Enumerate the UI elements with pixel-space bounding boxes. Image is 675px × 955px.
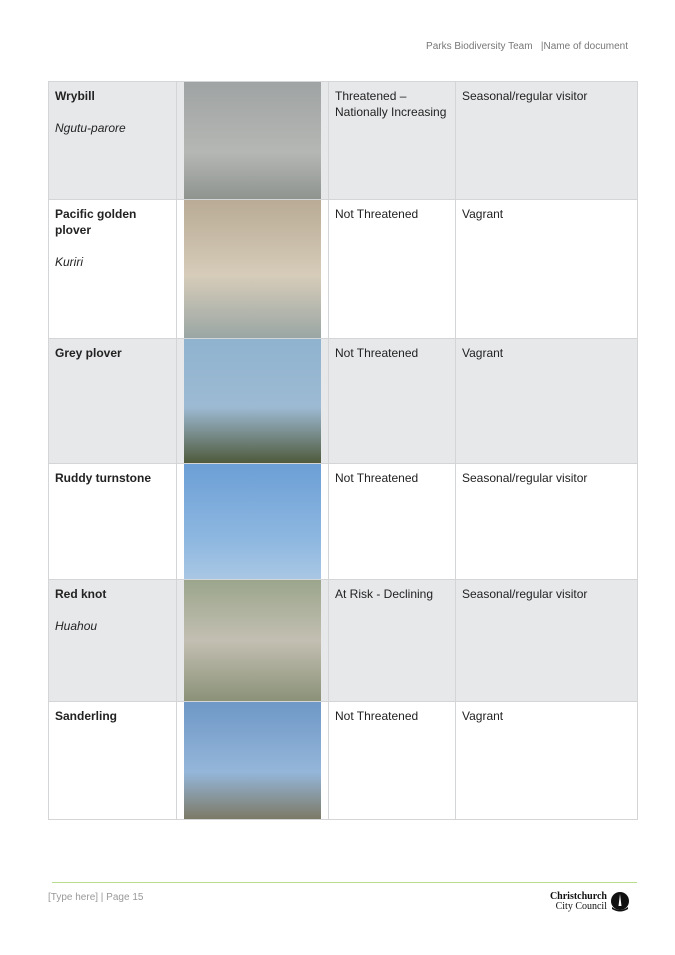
- species-cell: [49, 339, 177, 464]
- status-cell: At Risk - Declining: [329, 580, 456, 702]
- bird-photo: [184, 580, 321, 701]
- bird-photo: [184, 464, 321, 579]
- occurrence-cell: Seasonal/regular visitor: [456, 580, 638, 702]
- photo-cell: [177, 702, 329, 820]
- bird-photo: [184, 82, 321, 199]
- species-name: Wrybill: [55, 89, 95, 103]
- species-name: Ruddy turnstone: [55, 471, 151, 485]
- species-cell: [49, 702, 177, 820]
- status-cell: Not Threatened: [329, 702, 456, 820]
- logo-line1: Christchurch: [549, 891, 607, 902]
- status-cell: Not Threatened: [329, 200, 456, 339]
- occurrence-cell: Seasonal/regular visitor: [456, 464, 638, 580]
- species-name: Grey plover: [55, 346, 122, 360]
- status-cell: Threatened – Nationally Increasing: [329, 82, 456, 200]
- species-name: Sanderling: [55, 709, 118, 723]
- council-logo: [550, 892, 630, 912]
- species-cell: [49, 464, 177, 580]
- table-row: [49, 200, 638, 339]
- table-row: [49, 702, 638, 820]
- maori-name: Huahou: [55, 619, 98, 633]
- status-cell: Not Threatened: [329, 339, 456, 464]
- occurrence-cell: Seasonal/regular visitor: [456, 82, 638, 200]
- bird-photo: [184, 339, 321, 463]
- species-table: [48, 81, 638, 820]
- species-cell: [49, 82, 177, 200]
- photo-cell: [177, 82, 329, 200]
- bird-photo: [184, 702, 321, 819]
- occurrence-cell: Vagrant: [456, 702, 638, 820]
- bird-photo: [184, 200, 321, 338]
- species-name: Red knot: [55, 587, 107, 601]
- maori-name: Ngutu-parore: [55, 121, 126, 135]
- photo-cell: [177, 200, 329, 339]
- species-name: Pacific golden plover: [55, 207, 137, 237]
- table-row: [49, 339, 638, 464]
- table-row: [49, 580, 638, 702]
- logo-line2: City Council: [555, 901, 607, 912]
- status-cell: Not Threatened: [329, 464, 456, 580]
- header-doc: |Name of document: [540, 41, 628, 52]
- occurrence-cell: Vagrant: [456, 200, 638, 339]
- footer-text: [Type here] | Page 15: [48, 892, 144, 903]
- photo-cell: [177, 580, 329, 702]
- cathedral-logo-icon: [610, 892, 630, 912]
- maori-name: Kuriri: [55, 255, 84, 269]
- table-row: [49, 464, 638, 580]
- table-row: [49, 82, 638, 200]
- species-cell: [49, 200, 177, 339]
- occurrence-cell: Vagrant: [456, 339, 638, 464]
- footer-rule: [52, 882, 637, 883]
- photo-cell: [177, 339, 329, 464]
- photo-cell: [177, 464, 329, 580]
- page-header: [426, 41, 628, 52]
- header-team: Parks Biodiversity Team: [426, 41, 533, 52]
- species-cell: [49, 580, 177, 702]
